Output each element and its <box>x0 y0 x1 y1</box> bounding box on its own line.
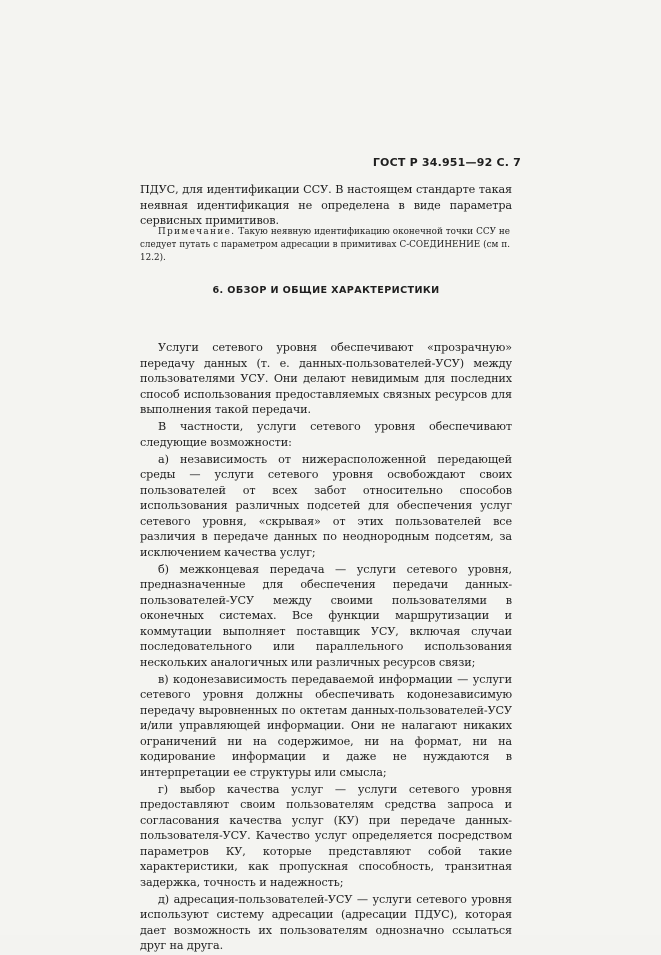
paragraph-a: а) независимость от нижерасположенной передающей среды — услуги сетевого уровня освобождают своих пользователей от всех забот относительно способов использования различных подсетей для обеспечения услуг сетевого уровня, «скрывая» от этих пользователей все различия в передаче данных по неоднородным подсетям, за исключением качества услуг; <box>140 452 512 559</box>
main-text-block <box>140 340 512 955</box>
note-label: Примечание. <box>158 227 236 237</box>
paragraph-d: д) адресация-пользователей-УСУ — услуги сетевого уровня используют систему адресации (адресации ПДУС), которая дает возможность их пользователям однозначно ссылаться друг на друга. <box>140 892 512 952</box>
page-header: ГОСТ Р 34.951—92 С. 7 <box>372 156 521 169</box>
paragraph-g: г) выбор качества услуг — услуги сетевого уровня предоставляют своим пользователям средства запроса и согласования качества услуг (КУ) при передаче данных-пользователя-УСУ. Качество услуг определяется посредством параметров КУ, которые представляют собой такие характеристики, как пропускная способность, транзитная задержка, точность и надежность; <box>140 782 512 889</box>
paragraph-b: б) межконцевая передача — услуги сетевого уровня, предназначенные для обеспечения передачи данных-пользователей-УСУ между своими пользователями в оконечных системах. Все функции маршрутизации и коммутации выполняет поставщик УСУ, включая случаи последовательного или параллельного использования нескольких аналогичных или различных ресурсов связи; <box>140 562 512 669</box>
note-block <box>140 226 510 265</box>
intro-paragraph: ПДУС, для идентификации ССУ. В настоящем стандарте такая неявная идентификация не определена в виде параметра сервисных примитивов. <box>140 183 512 227</box>
note-text: Такую неявную идентификацию оконечной точки ССУ не следует путать с параметром адресации в примитивах С-СОЕДИНЕНИЕ (см п. 12.2). <box>140 227 510 263</box>
paragraph-2: В частности, услуги сетевого уровня обеспечивают следующие возможности: <box>140 420 512 449</box>
section-title: 6. ОБЗОР И ОБЩИЕ ХАРАКТЕРИСТИКИ <box>212 285 440 296</box>
intro-paragraph-block <box>140 182 512 229</box>
paragraph-v: в) кодонезависимость передаваемой информации — услуги сетевого уровня должны обеспечивать кодонезависимую передачу выровненных по октетам данных-пользователей-УСУ и/или управляющей информации. Они не налагают никаких ограничений ни на содержимое, ни на формат, ни на кодирование информации и даже не нуждаются в интерпретации ее структуры или смысла; <box>140 672 512 779</box>
paragraph-1: Услуги сетевого уровня обеспечивают «прозрачную» передачу данных (т. е. данных-пользователей-УСУ) между пользователями УСУ. Они делают невидимым для последних способ использования предоставляемых связных ресурсов для выполнения такой передачи. <box>140 341 512 416</box>
